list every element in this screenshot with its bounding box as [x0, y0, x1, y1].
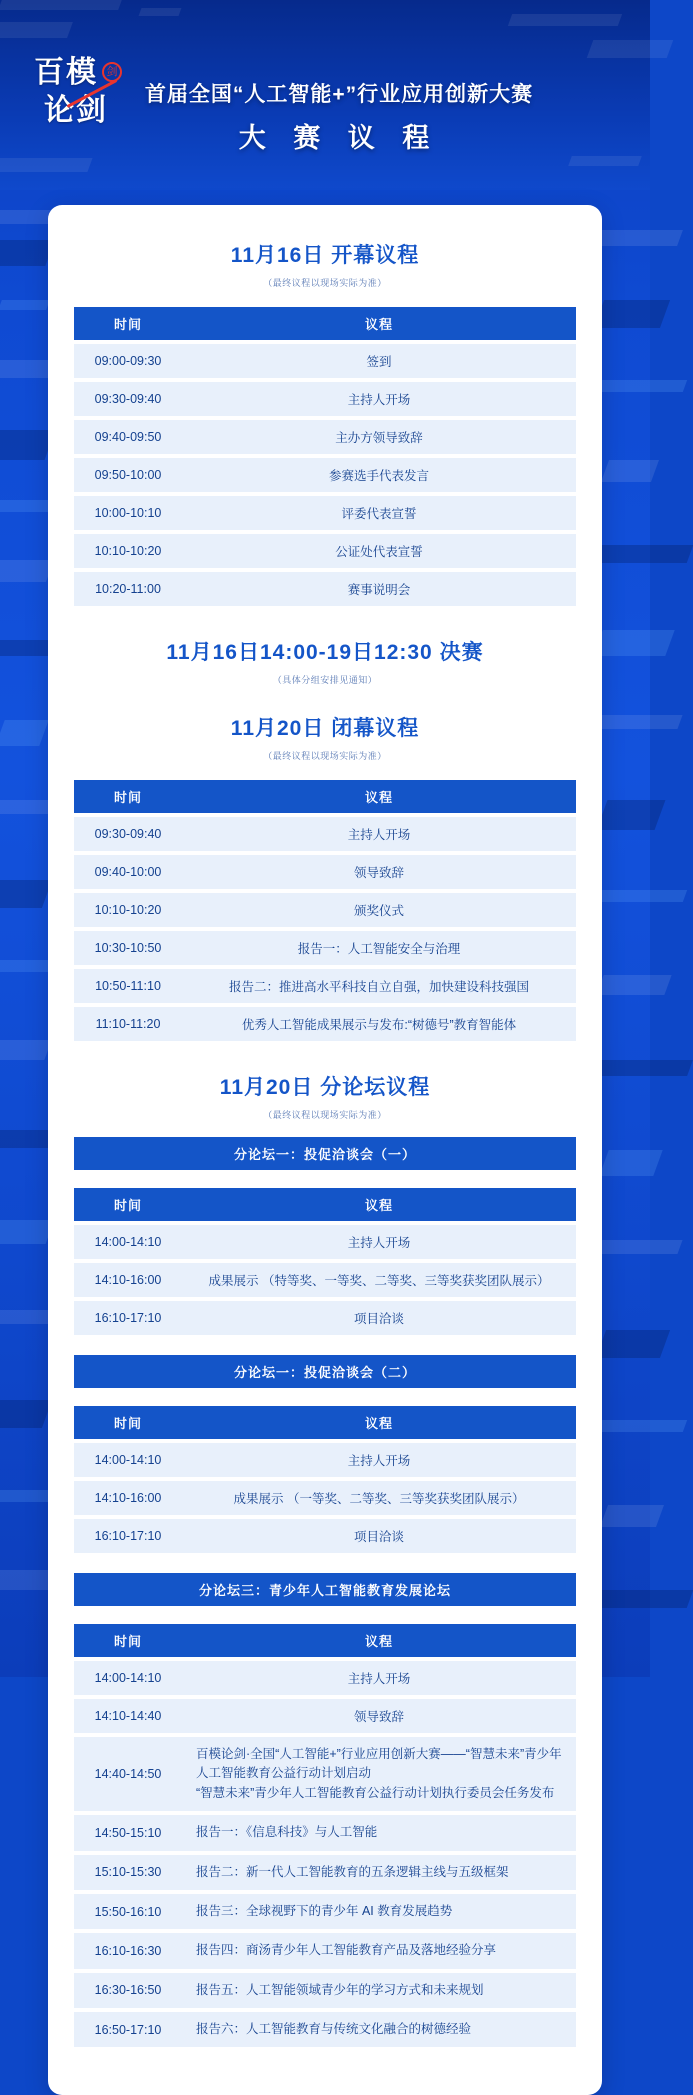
cell-time: 09:40-09:50: [74, 420, 182, 454]
table-opening-agenda: [74, 303, 576, 610]
table-row: [74, 969, 576, 1003]
cell-agenda: 成果展示 （特等奖、一等奖、二等奖、三等奖获奖团队展示）: [182, 1263, 576, 1297]
table-header-row: [74, 1406, 576, 1439]
table-header-row: [74, 1624, 576, 1657]
cell-time: 14:10-14:40: [74, 1699, 182, 1733]
section-title-opening: 11月16日 开幕议程: [230, 244, 420, 267]
column-header-agenda: 议程: [182, 307, 576, 340]
cell-agenda: 参赛选手代表发言: [182, 458, 576, 492]
cell-agenda: 项目洽谈: [182, 1519, 576, 1553]
cell-agenda: 主持人开场: [182, 817, 576, 851]
forum-band-3: 分论坛三：青少年人工智能教育发展论坛: [74, 1573, 576, 1606]
cell-agenda: 赛事说明会: [182, 572, 576, 606]
cell-agenda: 主持人开场: [182, 1225, 576, 1259]
cell-time: 15:50-16:10: [74, 1894, 182, 1929]
section-note-forum: （最终议程以现场实际为准）: [263, 1110, 387, 1120]
table-row: [74, 1737, 576, 1811]
cell-time: 16:50-17:10: [74, 2012, 182, 2047]
page-title: 大 赛 议 程: [238, 123, 440, 153]
cell-time: 14:40-14:50: [74, 1737, 182, 1811]
table-row: [74, 931, 576, 965]
cell-time: 10:10-10:20: [74, 534, 182, 568]
cell-agenda: 主办方领导致辞: [182, 420, 576, 454]
cell-time: 10:30-10:50: [74, 931, 182, 965]
table-row: [74, 1933, 576, 1968]
table-row: [74, 1519, 576, 1553]
column-header-time: 时间: [74, 307, 182, 340]
cell-agenda: 公证处代表宣誓: [182, 534, 576, 568]
poster-header: [0, 0, 650, 190]
cell-time: 14:10-16:00: [74, 1481, 182, 1515]
cell-agenda: 报告一：人工智能安全与治理: [182, 931, 576, 965]
section-title-forum: 11月20日 分论坛议程: [219, 1076, 431, 1099]
cell-time: 14:00-14:10: [74, 1225, 182, 1259]
cell-time: 14:10-16:00: [74, 1263, 182, 1297]
cell-agenda: 报告二：推进高水平科技自立自强，加快建设科技强国: [182, 969, 576, 1003]
cell-agenda: 报告一：《信息科技》与人工智能: [182, 1815, 576, 1850]
section-title-closing: 11月20日 闭幕议程: [230, 717, 420, 740]
cell-agenda: 主持人开场: [182, 382, 576, 416]
table-row: [74, 496, 576, 530]
cell-agenda: 领导致辞: [182, 855, 576, 889]
table-row: [74, 1894, 576, 1929]
column-header-time: 时间: [74, 780, 182, 813]
cell-time: 09:30-09:40: [74, 382, 182, 416]
cell-time: 09:30-09:40: [74, 817, 182, 851]
column-header-agenda: 议程: [182, 1406, 576, 1439]
cell-time: 09:00-09:30: [74, 344, 182, 378]
table-row: [74, 893, 576, 927]
cell-time: 14:00-14:10: [74, 1661, 182, 1695]
table-row: [74, 1815, 576, 1850]
table-header-row: [74, 1188, 576, 1221]
column-header-agenda: 议程: [182, 1188, 576, 1221]
agenda-card: [48, 205, 602, 2095]
logo-seal-icon: 剑: [102, 62, 122, 82]
table-row: [74, 1855, 576, 1890]
cell-agenda: 评委代表宣誓: [182, 496, 576, 530]
cell-agenda: 报告二：新一代人工智能教育的五条逻辑主线与五级框架: [182, 1855, 576, 1890]
table-forum-1: [74, 1184, 576, 1339]
cell-time: 09:40-10:00: [74, 855, 182, 889]
column-header-agenda: 议程: [182, 1624, 576, 1657]
cell-agenda: 优秀人工智能成果展示与发布:“树德号”教育智能体: [182, 1007, 576, 1041]
table-row: [74, 458, 576, 492]
table-closing-agenda: [74, 776, 576, 1045]
section-title-finals: 11月16日14:00-19日12:30 决赛: [166, 641, 484, 664]
cell-time: 11:10-11:20: [74, 1007, 182, 1041]
table-row: [74, 1263, 576, 1297]
column-header-time: 时间: [74, 1188, 182, 1221]
forum-band-1: 分论坛一：投促洽谈会（一）: [74, 1137, 576, 1170]
table-row: [74, 572, 576, 606]
table-row: [74, 1225, 576, 1259]
cell-agenda: 颁奖仪式: [182, 893, 576, 927]
cell-agenda: 主持人开场: [182, 1443, 576, 1477]
cell-agenda: 项目洽谈: [182, 1301, 576, 1335]
cell-agenda: 报告三：全球视野下的青少年 AI 教育发展趋势: [182, 1894, 576, 1929]
logo-line-2: 论剑: [44, 94, 108, 127]
competition-title: 首届全国“人工智能+”行业应用创新大赛: [144, 83, 534, 106]
cell-agenda: 主持人开场: [182, 1661, 576, 1695]
table-header-row: [74, 307, 576, 340]
table-row: [74, 420, 576, 454]
table-row: [74, 534, 576, 568]
cell-time: 10:00-10:10: [74, 496, 182, 530]
cell-time: 16:10-17:10: [74, 1301, 182, 1335]
table-forum-2: [74, 1402, 576, 1557]
table-row: [74, 855, 576, 889]
table-forum-3: [74, 1620, 576, 2051]
cell-agenda: 报告六：人工智能教育与传统文化融合的树德经验: [182, 2012, 576, 2047]
cell-agenda: 报告五：人工智能领域青少年的学习方式和未来规划: [182, 1973, 576, 2008]
table-row: [74, 2012, 576, 2047]
column-header-time: 时间: [74, 1624, 182, 1657]
section-note-opening: （最终议程以现场实际为准）: [263, 278, 387, 288]
cell-agenda: 签到: [182, 344, 576, 378]
logo-line-1: 百模: [34, 56, 98, 89]
table-header-row: [74, 780, 576, 813]
cell-time: 16:10-16:30: [74, 1933, 182, 1968]
cell-time: 15:10-15:30: [74, 1855, 182, 1890]
forum-band-2: 分论坛一：投促洽谈会（二）: [74, 1355, 576, 1388]
table-row: [74, 382, 576, 416]
table-row: [74, 1481, 576, 1515]
section-note-closing: （最终议程以现场实际为准）: [263, 751, 387, 761]
cell-time: 09:50-10:00: [74, 458, 182, 492]
cell-time: 14:00-14:10: [74, 1443, 182, 1477]
cell-time: 10:10-10:20: [74, 893, 182, 927]
cell-time: 10:50-11:10: [74, 969, 182, 1003]
column-header-time: 时间: [74, 1406, 182, 1439]
cell-time: 10:20-11:00: [74, 572, 182, 606]
table-row: [74, 1699, 576, 1733]
cell-agenda: 报告四：商汤青少年人工智能教育产品及落地经验分享: [182, 1933, 576, 1968]
table-row: [74, 1301, 576, 1335]
cell-time: 16:10-17:10: [74, 1519, 182, 1553]
column-header-agenda: 议程: [182, 780, 576, 813]
cell-agenda: 成果展示 （一等奖、二等奖、三等奖获奖团队展示）: [182, 1481, 576, 1515]
cell-agenda: 百模论剑·全国“人工智能+”行业应用创新大赛——“智慧未来”青少年人工智能教育公益行动计划启动 “智慧未来”青少年人工智能教育公益行动计划执行委员会任务发布: [182, 1737, 576, 1811]
section-note-finals: （具体分组安排见通知）: [272, 675, 378, 685]
cell-agenda: 领导致辞: [182, 1699, 576, 1733]
table-row: [74, 1973, 576, 2008]
table-row: [74, 344, 576, 378]
table-row: [74, 1661, 576, 1695]
table-row: [74, 817, 576, 851]
cell-time: 16:30-16:50: [74, 1973, 182, 2008]
table-row: [74, 1443, 576, 1477]
table-row: [74, 1007, 576, 1041]
cell-time: 14:50-15:10: [74, 1815, 182, 1850]
